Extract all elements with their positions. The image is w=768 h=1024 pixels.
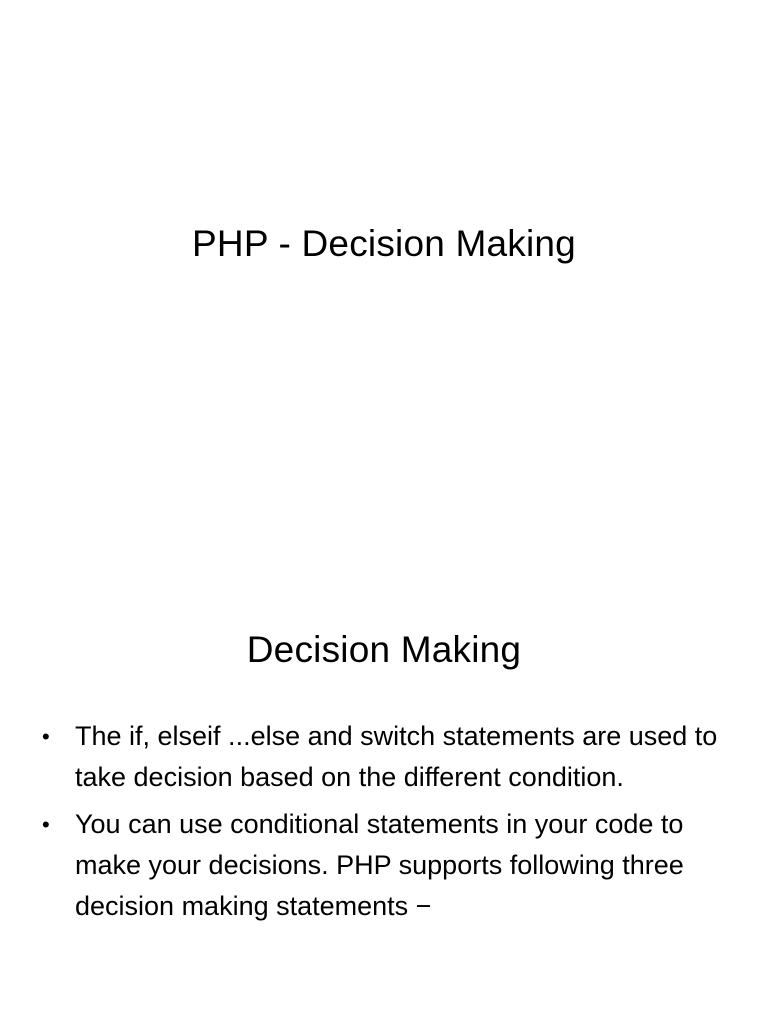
slide-1-heading: PHP - Decision Making: [192, 223, 576, 264]
slide-content: [0, 576, 768, 1024]
bullet-item: [38, 804, 738, 927]
bullet-text: The if, elseif ...else and switch statements are used to take decision based on the different condition.: [75, 721, 718, 792]
bullet-dot-icon: •: [42, 812, 50, 837]
bullet-text: You can use conditional statements in your code to make your decisions. PHP supports following three decision making statements −: [75, 809, 684, 921]
bullet-item: [38, 716, 738, 798]
slide-2-heading: Decision Making: [246, 629, 522, 670]
bullet-dot-icon: •: [42, 724, 50, 749]
bullet-list: [38, 716, 738, 933]
